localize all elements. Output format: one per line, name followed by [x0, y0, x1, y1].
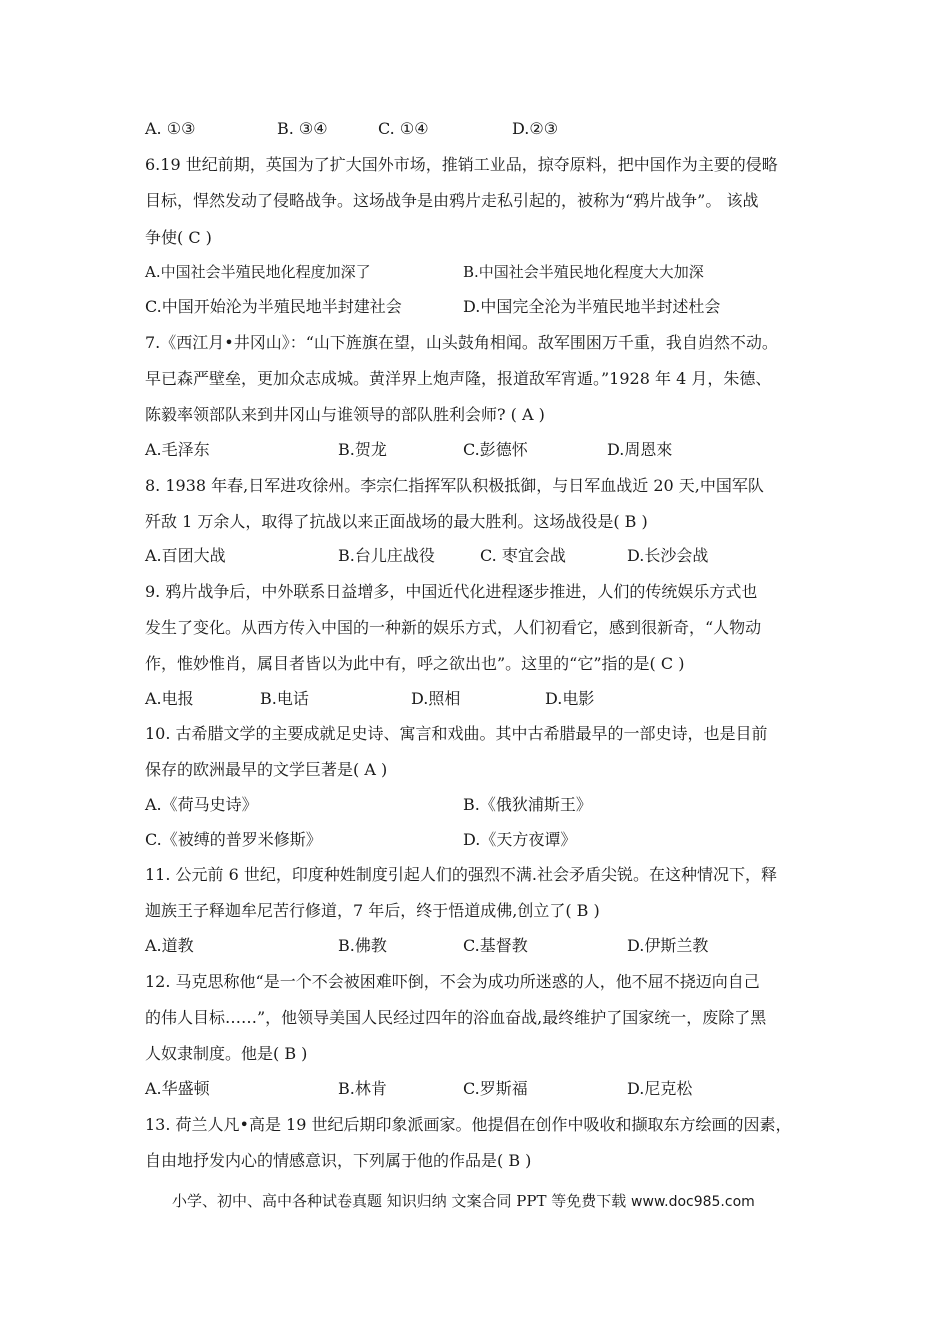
- q12-stem-line-2: 的伟人目标……”，他领导美国人民经过四年的浴血奋战,最终维护了国家统一，废除了黑: [145, 1008, 767, 1027]
- q5-option-d: D.②③: [512, 119, 559, 138]
- q5-option-a: A. ①③: [145, 119, 196, 138]
- q13-stem-line-2: 自由地抒发内心的情感意识，下列属于他的作品是( B ): [145, 1151, 532, 1170]
- q7-stem-line-1: 7.《西江月•井冈山》：“山下旌旗在望，山头鼓角相闻。敌军围困万千重，我自岿然不动。: [145, 333, 778, 352]
- q11-stem-line-1: 11. 公元前 6 世纪，印度种姓制度引起人们的强烈不满.社会矛盾尖锐。在这种情况下，释: [145, 865, 777, 884]
- q13-stem-line-1: 13. 荷兰人凡•高是 19 世纪后期印象派画家。他提倡在创作中吸收和撷取东方绘画的因素，: [145, 1115, 792, 1134]
- q10-option-c: C.《被缚的普罗米修斯》: [145, 830, 322, 849]
- q10-stem-line-2: 保存的欧洲最早的文学巨著是( A ): [145, 760, 388, 779]
- q7-stem-line-2: 早已森严壁垒，更加众志成城。黄洋界上炮声隆，报道敌军宵遁。”1928 年 4 月，朱德、: [145, 369, 772, 388]
- q10-option-a: A.《荷马史诗》: [145, 795, 258, 814]
- q9-option-c: D.照相: [411, 689, 461, 708]
- q9-stem-line-3: 作，惟妙惟肖，属目者皆以为此中有，呼之欲出也”。这里的“它”指的是( C ): [145, 654, 685, 673]
- q11-option-d: D.伊斯兰教: [627, 936, 709, 955]
- q6-option-c: C.中国开始沦为半殖民地半封建社会: [145, 297, 402, 316]
- q9-option-a: A.电报: [145, 689, 194, 708]
- q8-stem-line-2: 歼敌 1 万余人，取得了抗战以来正面战场的最大胜利。这场战役是( B ): [145, 512, 648, 531]
- q7-option-d: D.周恩來: [607, 440, 673, 459]
- q11-stem-line-2: 迦族王子释迦牟尼苦行修道，7 年后，终于悟道成佛,创立了( B ): [145, 901, 600, 920]
- q10-option-b: B.《俄狄浦斯王》: [463, 795, 592, 814]
- q6-stem-line-1: 6.19 世纪前期，英国为了扩大国外市场，推销工业品，掠夺原料，把中国作为主要的侵略: [145, 155, 778, 174]
- q9-option-b: B.电话: [260, 689, 309, 708]
- page-footer: [172, 1191, 755, 1212]
- q6-option-a: A.中国社会半殖民地化程度加深了: [145, 263, 371, 281]
- q8-option-b: B.台儿庄战役: [338, 546, 435, 565]
- q7-option-c: C.彭德怀: [463, 440, 528, 459]
- q12-option-b: B.林肯: [338, 1079, 387, 1098]
- q12-option-c: C.罗斯福: [463, 1079, 528, 1098]
- q11-option-c: C.基督教: [463, 936, 528, 955]
- q7-option-b: B.贺龙: [338, 440, 387, 459]
- q12-option-d: D.尼克松: [627, 1079, 693, 1098]
- q8-stem-line-1: 8. 1938 年春,日军进攻徐州。李宗仁指挥军队积极抵御，与日军血战近 20 天,中国军队: [145, 476, 764, 495]
- q6-option-d: D.中国完全沦为半殖民地半封述杜会: [463, 297, 721, 316]
- footer-url: www.doc985.com: [631, 1194, 755, 1210]
- q12-option-a: A.华盛顿: [145, 1079, 210, 1098]
- q10-stem-line-1: 10. 古希腊文学的主要成就足史诗、寓言和戏曲。其中古希腊最早的一部史诗，也是目前: [145, 724, 768, 743]
- q9-stem-line-2: 发生了变化。从西方传入中国的一种新的娱乐方式，人们初看它，感到很新奇，“人物动: [145, 618, 762, 637]
- q9-stem-line-1: 9. 鸦片战争后，中外联系日益增多，中国近代化进程逐步推进，人们的传统娱乐方式也: [145, 582, 758, 601]
- q6-option-b: B.中国社会半殖民地化程度大大加深: [463, 263, 704, 281]
- q12-stem-line-1: 12. 马克思称他“是一个不会被困难吓倒，不会为成功所迷惑的人，他不屈不挠迈向自己: [145, 972, 760, 991]
- q8-option-a: A.百团大战: [145, 546, 226, 565]
- q5-option-c: C. ①④: [378, 119, 429, 138]
- q12-stem-line-3: 人奴隶制度。他是( B ): [145, 1044, 308, 1063]
- q9-option-d: D.电影: [545, 689, 595, 708]
- q8-option-c: C. 枣宜会战: [480, 546, 566, 565]
- q6-stem-line-3: 争使( C ): [145, 228, 212, 247]
- q7-stem-line-3: 陈毅率领部队来到井冈山与谁领导的部队胜利会师? ( A ): [145, 405, 545, 424]
- q11-option-b: B.佛教: [338, 936, 387, 955]
- q7-option-a: A.毛泽东: [145, 440, 210, 459]
- q11-option-a: A.道教: [145, 936, 194, 955]
- q10-option-d: D.《天方夜谭》: [463, 830, 577, 849]
- footer-text: 小学、初中、高中各种试卷真题 知识归纳 文案合同 PPT 等免费下载: [172, 1192, 632, 1210]
- q6-stem-line-2: 目标，悍然发动了侵略战争。这场战争是由鸦片走私引起的，被称为“鸦片战争”。 该战: [145, 191, 759, 210]
- q5-option-b: B. ③④: [277, 119, 328, 138]
- q8-option-d: D.长沙会战: [627, 546, 709, 565]
